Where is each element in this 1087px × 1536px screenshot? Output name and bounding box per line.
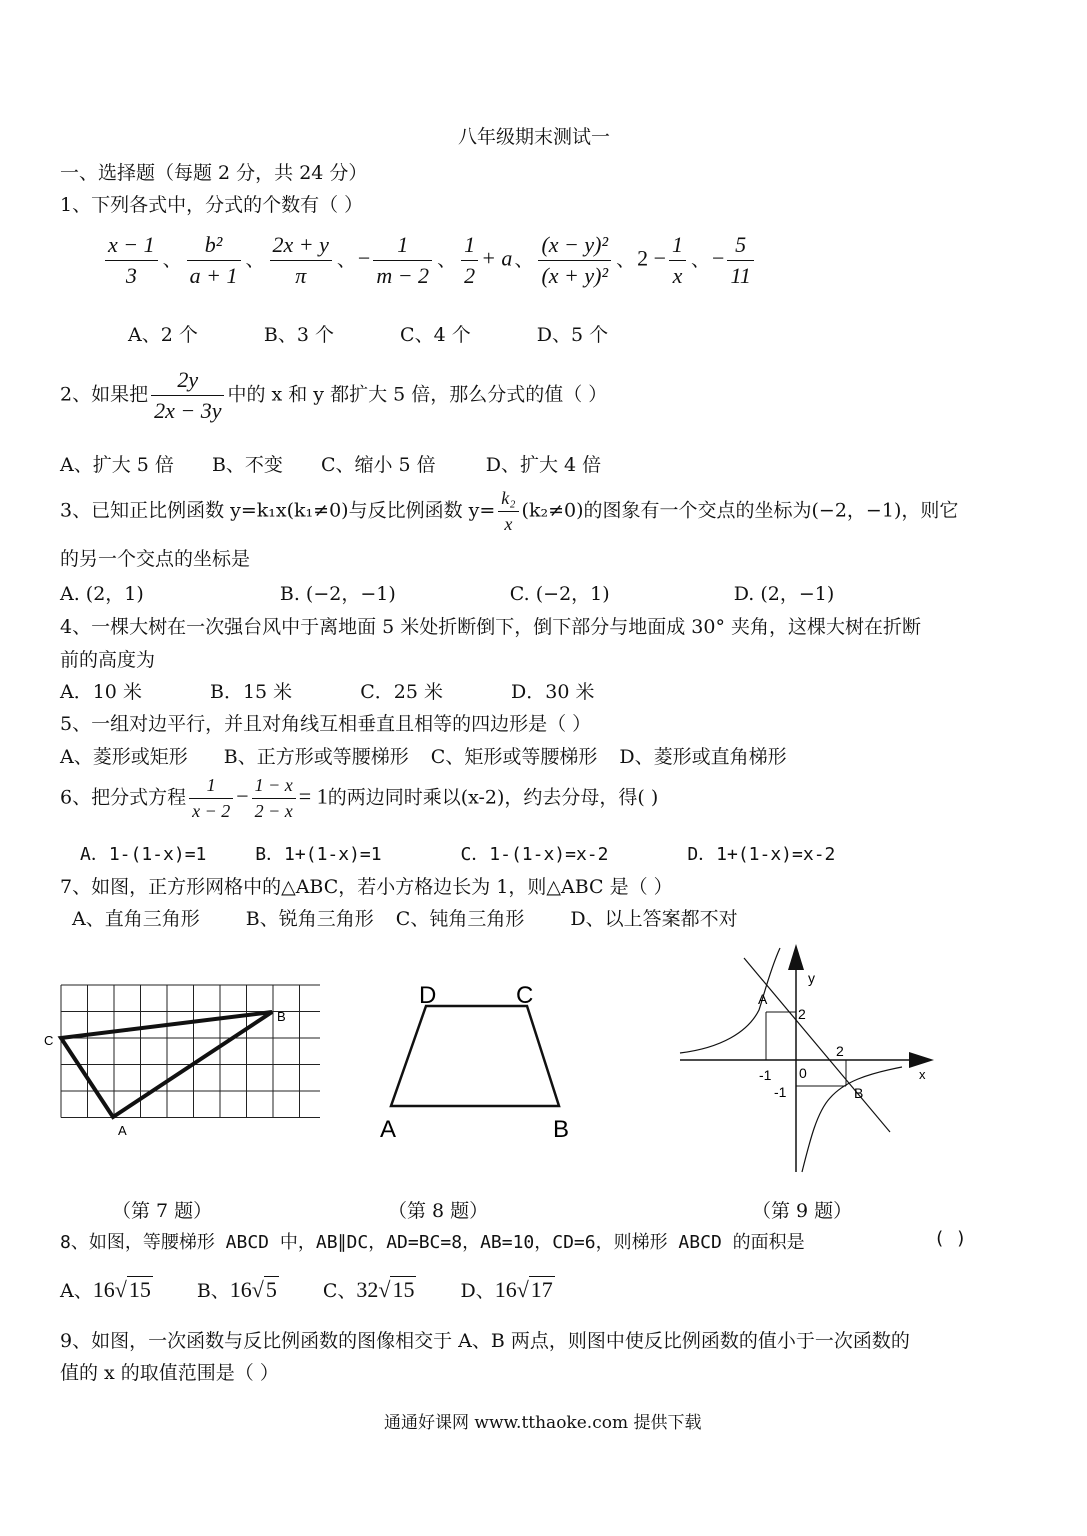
option-label: D、 [460, 1280, 495, 1302]
fraction-numerator: 1 [373, 232, 432, 261]
question-6-post: 的两边同时乘以(x-2)，约去分母，得( ) [327, 786, 659, 809]
option-a[interactable]: A. (2，1) [60, 583, 144, 605]
separator: 、 [245, 248, 265, 271]
sqrt-icon: √ [114, 1277, 127, 1302]
tick-label-y-neg1: -1 [774, 1084, 787, 1100]
fraction-numerator: 1 − x [252, 775, 296, 799]
option-a[interactable]: A．10 米 [60, 681, 142, 703]
option-b[interactable]: B、3 个 [263, 324, 334, 346]
question-9-line-1: 9、如图，一次函数与反比例函数的图像相交于 A、B 两点，则图中使反比例函数的值小于一次函数的 [60, 1330, 910, 1352]
expression-prefix: 2 − [637, 245, 667, 271]
fraction-expression [270, 232, 332, 289]
tick-label-x-2: 2 [836, 1043, 844, 1059]
option-c[interactable]: C、缩小 5 倍 [320, 454, 436, 476]
question-2-pre: 2、如果把 [60, 383, 149, 406]
option-d[interactable]: D．1+(1-x)=x-2 [687, 844, 836, 865]
coefficient: 32 [356, 1277, 379, 1302]
question-3-options [60, 579, 834, 606]
option-label: C、 [322, 1280, 357, 1302]
separator: 、 [514, 248, 534, 271]
option-a[interactable]: A、2 个 [128, 324, 198, 346]
option-c[interactable]: C、矩形或等腰梯形 [430, 746, 598, 768]
vertex-label-c: C [516, 982, 534, 1009]
y-axis-arrow-icon [788, 944, 804, 970]
option-c[interactable]: C. (−2，1) [509, 583, 610, 605]
fraction-denominator: 2x − 3y [154, 398, 222, 423]
option-b[interactable] [196, 1277, 279, 1302]
figure-7-caption: （第 7 题） [112, 1200, 213, 1222]
vertex-label-b: B [553, 1116, 570, 1143]
fraction-numerator: (x − y)² [538, 232, 611, 261]
option-b[interactable]: B、不变 [211, 454, 283, 476]
trapezoid-abcd [391, 1006, 559, 1106]
minus-sign: − [357, 245, 371, 271]
question-2-options [60, 450, 601, 477]
question-1-stem: 1、下列各式中，分式的个数有（ ） [60, 194, 364, 216]
coefficient: 16 [229, 1277, 252, 1302]
question-1-fractions [102, 232, 757, 289]
x-axis-label: x [919, 1067, 926, 1082]
expression-suffix: + a [481, 245, 513, 271]
option-label: B、 [196, 1280, 230, 1302]
question-4-line-1: 4、一棵大树在一次强台风中于离地面 5 米处折断倒下，倒下部分与地面成 30° 夹角，这棵大树在折断 [60, 616, 922, 638]
question-9-line-2: 值的 x 的取值范围是（ ） [60, 1362, 279, 1384]
question-8-answer-paren: ( ) [934, 1228, 967, 1249]
question-8-stem: 8、如图，等腰梯形 ABCD 中，AB∥DC，AD=BC=8，AB=10，CD=6，则梯形 ABCD 的面积是 [60, 1232, 805, 1253]
separator: 、 [691, 248, 711, 271]
separator: 、 [336, 248, 356, 271]
point-label-a: A [758, 991, 768, 1007]
option-a[interactable]: A．1-(1-x)=1 [80, 844, 207, 865]
option-c[interactable]: C、钝角三角形 [395, 908, 525, 930]
question-3-part-1: 3、已知正比例函数 y=k₁x(k₁≠0)与反比例函数 y= [60, 499, 496, 522]
fraction-expression [669, 232, 686, 289]
fraction-expression [727, 232, 753, 289]
option-d[interactable] [460, 1277, 554, 1302]
option-d[interactable]: D、5 个 [536, 324, 609, 346]
fraction-denominator: 11 [730, 263, 751, 288]
footer-text: 通通好课网 www.tthaoke.com 提供下载 [384, 1413, 702, 1433]
fraction-numerator: b² [187, 232, 241, 261]
figure-8-trapezoid [370, 975, 610, 1145]
question-4-line-2: 前的高度为 [60, 649, 156, 671]
fraction-expression [538, 232, 611, 289]
question-5-options [60, 742, 787, 769]
question-6-fraction-1 [189, 775, 233, 822]
fraction-numerator: 5 [727, 232, 753, 261]
question-6-equals: = 1 [298, 783, 328, 809]
option-b[interactable]: B. (−2，−1) [279, 583, 396, 605]
radicand: 5 [265, 1277, 277, 1302]
question-7-options [72, 904, 738, 931]
fraction-numerator: 1 [669, 232, 686, 261]
fraction-denominator: a + 1 [189, 263, 238, 288]
option-b[interactable]: B．1+(1-x)=1 [255, 844, 382, 865]
fraction-denominator: x [504, 514, 513, 534]
vertex-label-b: B [277, 1009, 286, 1024]
tick-label-y-2: 2 [798, 1006, 806, 1022]
question-3-fraction [498, 488, 518, 535]
option-d[interactable]: D、以上答案都不对 [570, 908, 738, 930]
sqrt-icon: √ [378, 1277, 391, 1302]
coefficient: 16 [92, 1277, 115, 1302]
fraction-numerator: 2x + y [270, 232, 332, 261]
fraction-denominator: 3 [125, 263, 137, 288]
option-a[interactable]: A、扩大 5 倍 [60, 454, 174, 476]
fraction-numerator: 1 [189, 775, 233, 799]
vertex-label-c: C [44, 1033, 54, 1048]
option-b[interactable]: B．15 米 [210, 681, 293, 703]
fraction-denominator: x − 2 [192, 801, 231, 821]
option-c[interactable]: C、4 个 [400, 324, 471, 346]
sqrt-icon: √ [516, 1277, 529, 1302]
vertex-label-d: D [419, 982, 437, 1009]
option-d[interactable]: D．30 米 [511, 681, 595, 703]
question-3-part-2: (k₂≠0)的图象有一个交点的坐标为(−2，−1)，则它 [521, 499, 959, 522]
option-b[interactable]: B、锐角三角形 [245, 908, 374, 930]
option-d[interactable]: D、扩大 4 倍 [485, 454, 602, 476]
option-a[interactable]: A、菱形或矩形 [60, 746, 188, 768]
option-d[interactable]: D. (2，−1) [733, 583, 835, 605]
point-label-b: B [854, 1085, 864, 1101]
x-axis-arrow-icon [909, 1052, 934, 1068]
separator: 、 [616, 248, 636, 271]
question-6-pre: 6、把分式方程 [60, 786, 187, 809]
question-7-stem: 7、如图，正方形网格中的△ABC，若小方格边长为 1，则△ABC 是（ ） [60, 876, 673, 898]
question-2-post: 中的 x 和 y 都扩大 5 倍，那么分式的值（ ） [227, 383, 608, 406]
option-c[interactable]: C．25 米 [360, 681, 443, 703]
option-a[interactable] [60, 1277, 153, 1302]
radicand: 15 [128, 1277, 151, 1302]
option-label: A、 [60, 1280, 93, 1302]
coefficient: 16 [494, 1277, 517, 1302]
vertex-label-a: A [118, 1123, 127, 1138]
fraction-denominator: 2 [464, 263, 476, 288]
figure-9-function-graph [676, 940, 946, 1180]
option-c[interactable] [322, 1277, 417, 1302]
tick-label-x-neg1: -1 [759, 1067, 772, 1083]
fraction-numerator: 1 [461, 232, 478, 261]
y-axis-label: y [808, 970, 815, 986]
minus-sign: − [712, 245, 725, 271]
fraction-denominator: π [295, 263, 307, 288]
fraction-expression [105, 232, 158, 289]
fraction-denominator: (x + y)² [541, 263, 609, 288]
fraction-expression [187, 232, 241, 289]
option-d[interactable]: D、菱形或直角梯形 [619, 746, 787, 768]
page-title: 八年级期末测试一 [458, 126, 611, 148]
sqrt-icon: √ [251, 1277, 264, 1302]
question-6-stem: 6、把分式方程 $\frac{1}{x - 2}$ − $\frac{1 - x}{2 - x}$ = 1的两边同时乘以(x-2)，约去分母，得( ) [60, 775, 659, 821]
vertex-label-a: A [380, 1116, 397, 1143]
fraction-expression [373, 232, 432, 289]
fraction-numerator: x − 1 [105, 232, 158, 261]
question-6-options [80, 840, 835, 866]
fraction-numerator: 2y [151, 367, 224, 396]
figure-7-grid-triangle [40, 975, 320, 1145]
question-6-fraction-2 [252, 775, 296, 822]
radicand: 15 [392, 1277, 415, 1302]
fraction-numerator: k₂ [498, 488, 518, 512]
question-3-line-2: 的另一个交点的坐标是 [60, 548, 251, 570]
question-3-line-1 [60, 488, 958, 535]
origin-label: 0 [799, 1065, 807, 1081]
question-1-options [128, 320, 608, 347]
section-heading: 一、选择题（每题 2 分，共 24 分） [60, 162, 368, 184]
radicand: 17 [530, 1277, 553, 1302]
separator: 、 [437, 248, 457, 271]
option-a[interactable]: A、直角三角形 [72, 908, 200, 930]
hyperbola-right-branch [802, 1067, 902, 1172]
fraction-denominator: x [672, 263, 683, 288]
question-8-options [60, 1276, 555, 1303]
figure-8-caption: （第 8 题） [388, 1200, 489, 1222]
option-b[interactable]: B、正方形或等腰梯形 [223, 746, 409, 768]
question-2-fraction [151, 367, 224, 424]
option-c[interactable]: C．1-(1-x)=x-2 [460, 844, 609, 865]
fraction-denominator: m − 2 [376, 263, 430, 288]
fraction-expression [461, 232, 478, 289]
question-2-stem [60, 367, 607, 424]
fraction-denominator: 2 − x [254, 801, 293, 821]
question-5-stem: 5、一组对边平行，并且对角线互相垂直且相等的四边形是（ ） [60, 713, 592, 735]
question-4-options [60, 677, 595, 704]
separator: 、 [162, 248, 182, 271]
figure-9-caption: （第 9 题） [752, 1200, 853, 1222]
